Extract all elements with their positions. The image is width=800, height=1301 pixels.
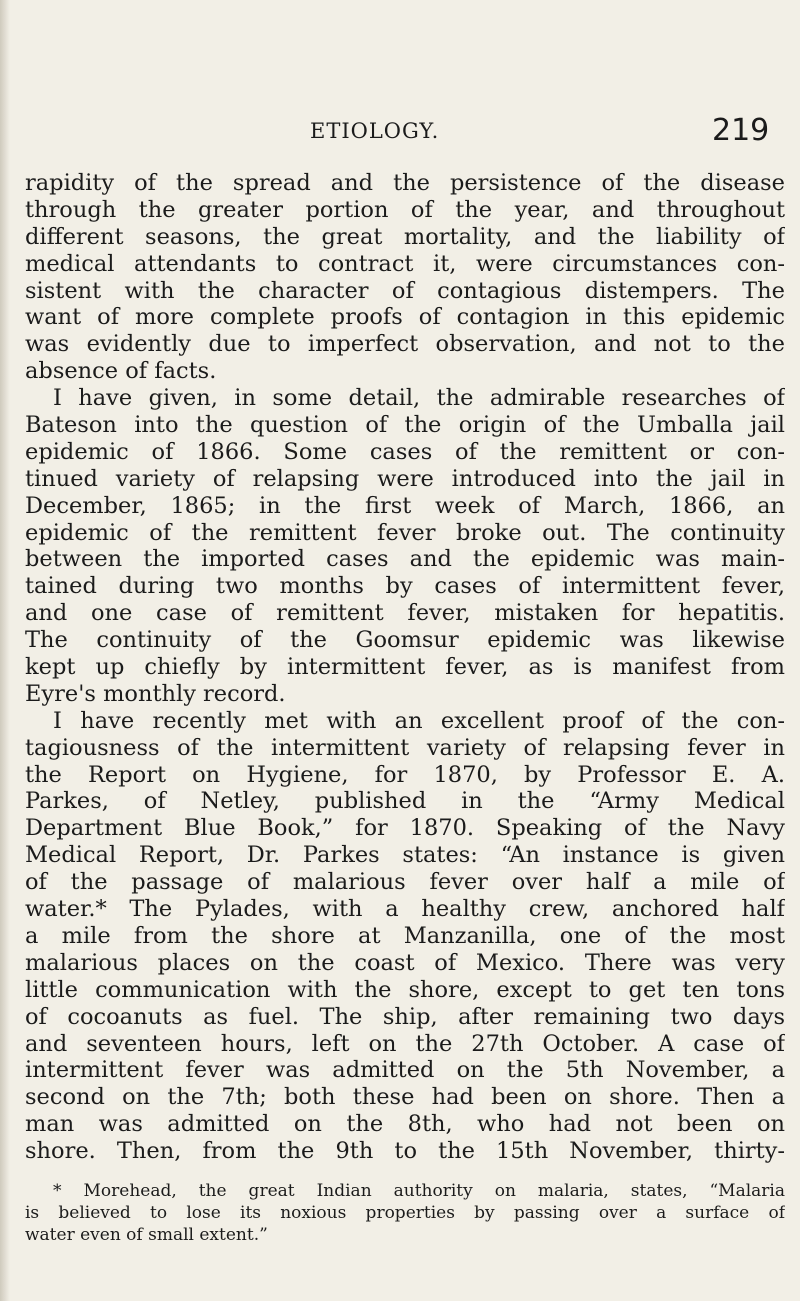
- text-line: intermittent fever was admitted on the 5th November, a: [25, 1057, 785, 1084]
- text-line: was evidently due to imperfect observation, and not to the: [25, 331, 785, 358]
- footnote-line: * Morehead, the great Indian authority on malaria, states, “Malaria: [53, 1181, 785, 1201]
- text-line: The continuity of the Goomsur epidemic was likewise: [25, 627, 785, 654]
- text-line: a mile from the shore at Manzanilla, one of the most: [25, 922, 785, 949]
- text-line: and one case of remittent fever, mistaken for hepatitis.: [25, 600, 785, 627]
- text-line: of cocoanuts as fuel. The ship, after remaining two days: [25, 1003, 785, 1030]
- text-line: December, 1865; in the first week of March, 1866, an: [25, 492, 785, 519]
- text-line: sistent with the character of contagious distempers. The: [25, 277, 785, 304]
- text-line: water.* The Pylades, with a healthy crew, anchored half: [25, 896, 785, 923]
- page-number: 219: [712, 113, 770, 148]
- text-line: I have given, in some detail, the admirable researches of: [53, 385, 785, 412]
- text-line: epidemic of the remittent fever broke out. The continuity: [25, 519, 785, 546]
- footnote: [25, 1180, 785, 1246]
- text-line: shore. Then, from the 9th to the 15th November, thirty-: [25, 1138, 785, 1165]
- text-line: kept up chiefly by intermittent fever, as is manifest from: [25, 654, 785, 681]
- text-line: Parkes, of Netley, published in the “Army Medical: [25, 788, 785, 815]
- text-line: different seasons, the great mortality, and the liability of: [25, 223, 785, 250]
- text-line: rapidity of the spread and the persistence of the disease: [25, 170, 785, 196]
- text-line: the Report on Hygiene, for 1870, by Professor E. A.: [25, 761, 785, 788]
- page-header: [0, 113, 800, 153]
- footnote-line: water even of small extent.”: [25, 1225, 268, 1245]
- text-line: Eyre's monthly record.: [25, 680, 286, 707]
- text-line: absence of facts.: [25, 358, 217, 385]
- text-line: little communication with the shore, except to get ten tons: [25, 976, 785, 1003]
- text-line: of the passage of malarious fever over half a mile of: [25, 869, 785, 896]
- text-line: Department Blue Book,” for 1870. Speaking of the Navy: [25, 815, 785, 842]
- text-line: and seventeen hours, left on the 27th October. A case of: [25, 1030, 785, 1057]
- text-line: tagiousness of the intermittent variety of relapsing fever in: [25, 734, 785, 761]
- body-text: [25, 170, 785, 1165]
- text-line: medical attendants to contract it, were circumstances con-: [25, 250, 785, 277]
- text-line: Medical Report, Dr. Parkes states: “An instance is given: [25, 842, 785, 869]
- text-line: man was admitted on the 8th, who had not been on: [25, 1111, 785, 1138]
- page-gutter-shadow: [0, 0, 10, 1301]
- text-line: malarious places on the coast of Mexico. There was very: [25, 949, 785, 976]
- text-line: Bateson into the question of the origin of the Umballa jail: [25, 412, 785, 439]
- text-line: epidemic of 1866. Some cases of the remittent or con-: [25, 438, 785, 465]
- footnote-line: is believed to lose its noxious properties by passing over a surface of: [25, 1203, 785, 1223]
- text-line: tained during two months by cases of intermittent fever,: [25, 573, 785, 600]
- text-line: I have recently met with an excellent proof of the con-: [53, 707, 785, 734]
- text-line: through the greater portion of the year, and throughout: [25, 196, 785, 223]
- text-line: between the imported cases and the epidemic was main-: [25, 546, 785, 573]
- running-head: ETIOLOGY.: [310, 119, 440, 143]
- text-line: second on the 7th; both these had been on shore. Then a: [25, 1084, 785, 1111]
- text-line: want of more complete proofs of contagion in this epidemic: [25, 304, 785, 331]
- text-line: tinued variety of relapsing were introduced into the jail in: [25, 465, 785, 492]
